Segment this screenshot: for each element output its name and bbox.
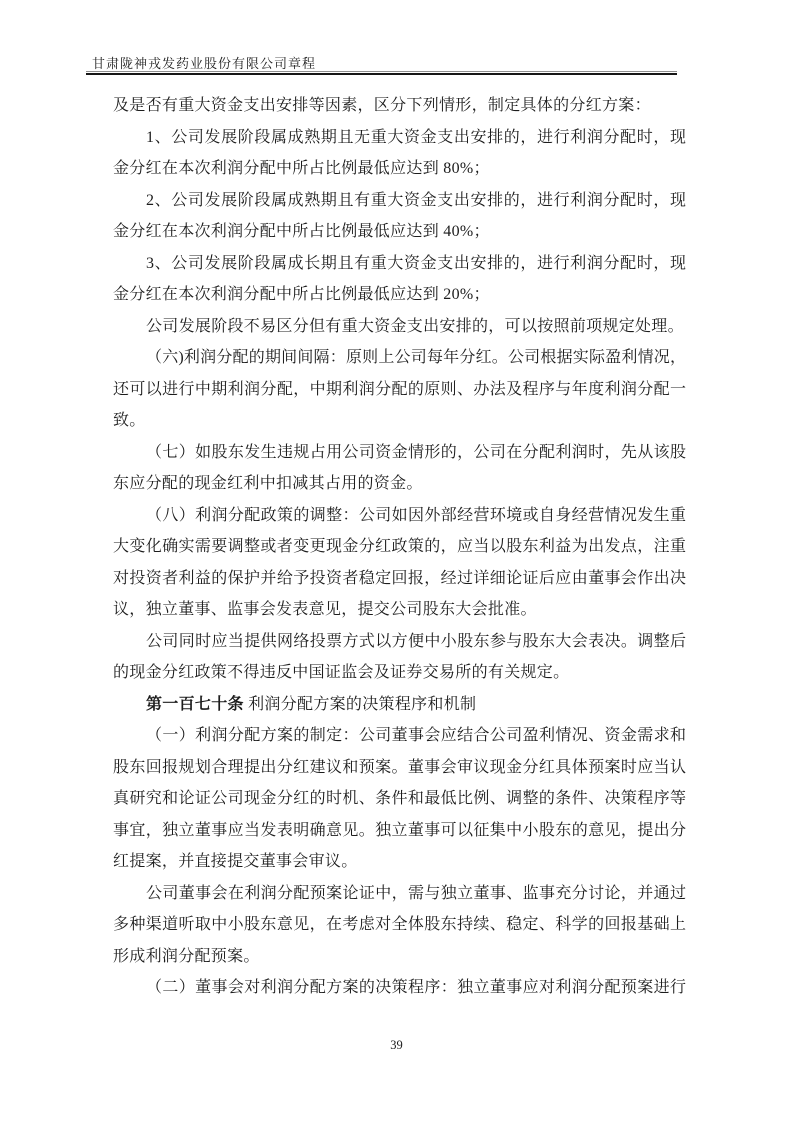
text-line: （七）如股东发生违规占用公司资金情形的，公司在分配利润时，先从该股 xyxy=(146,443,686,461)
page-footer xyxy=(0,1038,793,1053)
header-rule-thick-line xyxy=(86,73,677,75)
text-line: 形成利润分配预案。 xyxy=(113,947,260,965)
text-line: 金分红在本次利润分配中所占比例最低应达到 20%； xyxy=(113,286,490,303)
text-line: 及是否有重大资金支出安排等因素，区分下列情形，制定具体的分红方案： xyxy=(113,97,651,114)
text-line: （二）董事会对利润分配方案的决策程序：独立董事应对利润分配预案进行 xyxy=(146,979,686,996)
text-line: 对投资者利益的保护并给予投资者稳定回报，经过详细论证后应由董事会作出决 xyxy=(113,569,686,587)
text-line: 金分红在本次利润分配中所占比例最低应达到 80%； xyxy=(113,160,490,177)
text-line: （八）利润分配政策的调整：公司如因外部经营环境或自身经营情况发生重 xyxy=(146,506,686,524)
text-line: 红提案，并直接提交董事会审议。 xyxy=(113,853,358,870)
text-line: 议，独立董事、监事会发表意见，提交公司股东大会批准。 xyxy=(113,601,537,618)
text-line: 的现金分红政策不得违反中国证监会及证券交易所的有关规定。 xyxy=(113,664,570,681)
header-rule xyxy=(86,71,677,75)
text-line: 股东回报规划合理提出分红建议和预案。董事会审议现金分红具体预案时应当认 xyxy=(113,758,686,776)
text-line: 公司发展阶段不易区分但有重大资金支出安排的，可以按照前项规定处理。 xyxy=(146,317,684,335)
text-line: 事宜，独立董事应当发表明确意见。独立董事可以征集中小股东的意见，提出分 xyxy=(113,821,686,839)
text-line: 大变化确实需要调整或者变更现金分红政策的，应当以股东利益为出发点，注重 xyxy=(113,538,686,555)
page-number: 39 xyxy=(390,1038,403,1052)
text-line: （一）利润分配方案的制定：公司董事会应结合公司盈利情况、资金需求和 xyxy=(146,727,686,744)
text-line: 3、公司发展阶段属成长期且有重大资金支出安排的，进行利润分配时，现 xyxy=(146,254,686,272)
text-line: 2、公司发展阶段属成熟期且有重大资金支出安排的，进行利润分配时，现 xyxy=(146,191,686,209)
article-number: 第一百七十条 xyxy=(146,695,244,713)
text-line: 公司董事会在利润分配预案论证中，需与独立董事、监事充分讨论，并通过 xyxy=(146,884,686,902)
header-rule-thin-line xyxy=(86,71,677,72)
text-line: 公司同时应当提供网络投票方式以方便中小股东参与股东大会表决。调整后 xyxy=(146,632,686,650)
text-line: 还可以进行中期利润分配，中期利润分配的原则、办法及程序与年度利润分配一 xyxy=(113,380,686,398)
header-title: 甘肃陇神戎发药业股份有限公司章程 xyxy=(92,56,317,71)
text-line: （六)利润分配的期间间隔：原则上公司每年分红。公司根据实际盈利情况， xyxy=(146,349,686,366)
text-line: 致。 xyxy=(113,412,146,429)
text-line: 多种渠道听取中小股东意见，在考虑对全体股东持续、稳定、科学的回报基础上 xyxy=(113,916,686,933)
text-line: 第一百七十条 利润分配方案的决策程序和机制 xyxy=(146,695,477,713)
text-line: 1、公司发展阶段属成熟期且无重大资金支出安排的，进行利润分配时，现 xyxy=(146,128,686,146)
text-line: 金分红在本次利润分配中所占比例最低应达到 40%； xyxy=(113,223,490,240)
document-body xyxy=(113,90,686,1004)
text-line: 东应分配的现金红利中扣减其占用的资金。 xyxy=(113,475,423,492)
text-line: 真研究和论证公司现金分红的时机、条件和最低比例、调整的条件、决策程序等 xyxy=(113,790,686,807)
